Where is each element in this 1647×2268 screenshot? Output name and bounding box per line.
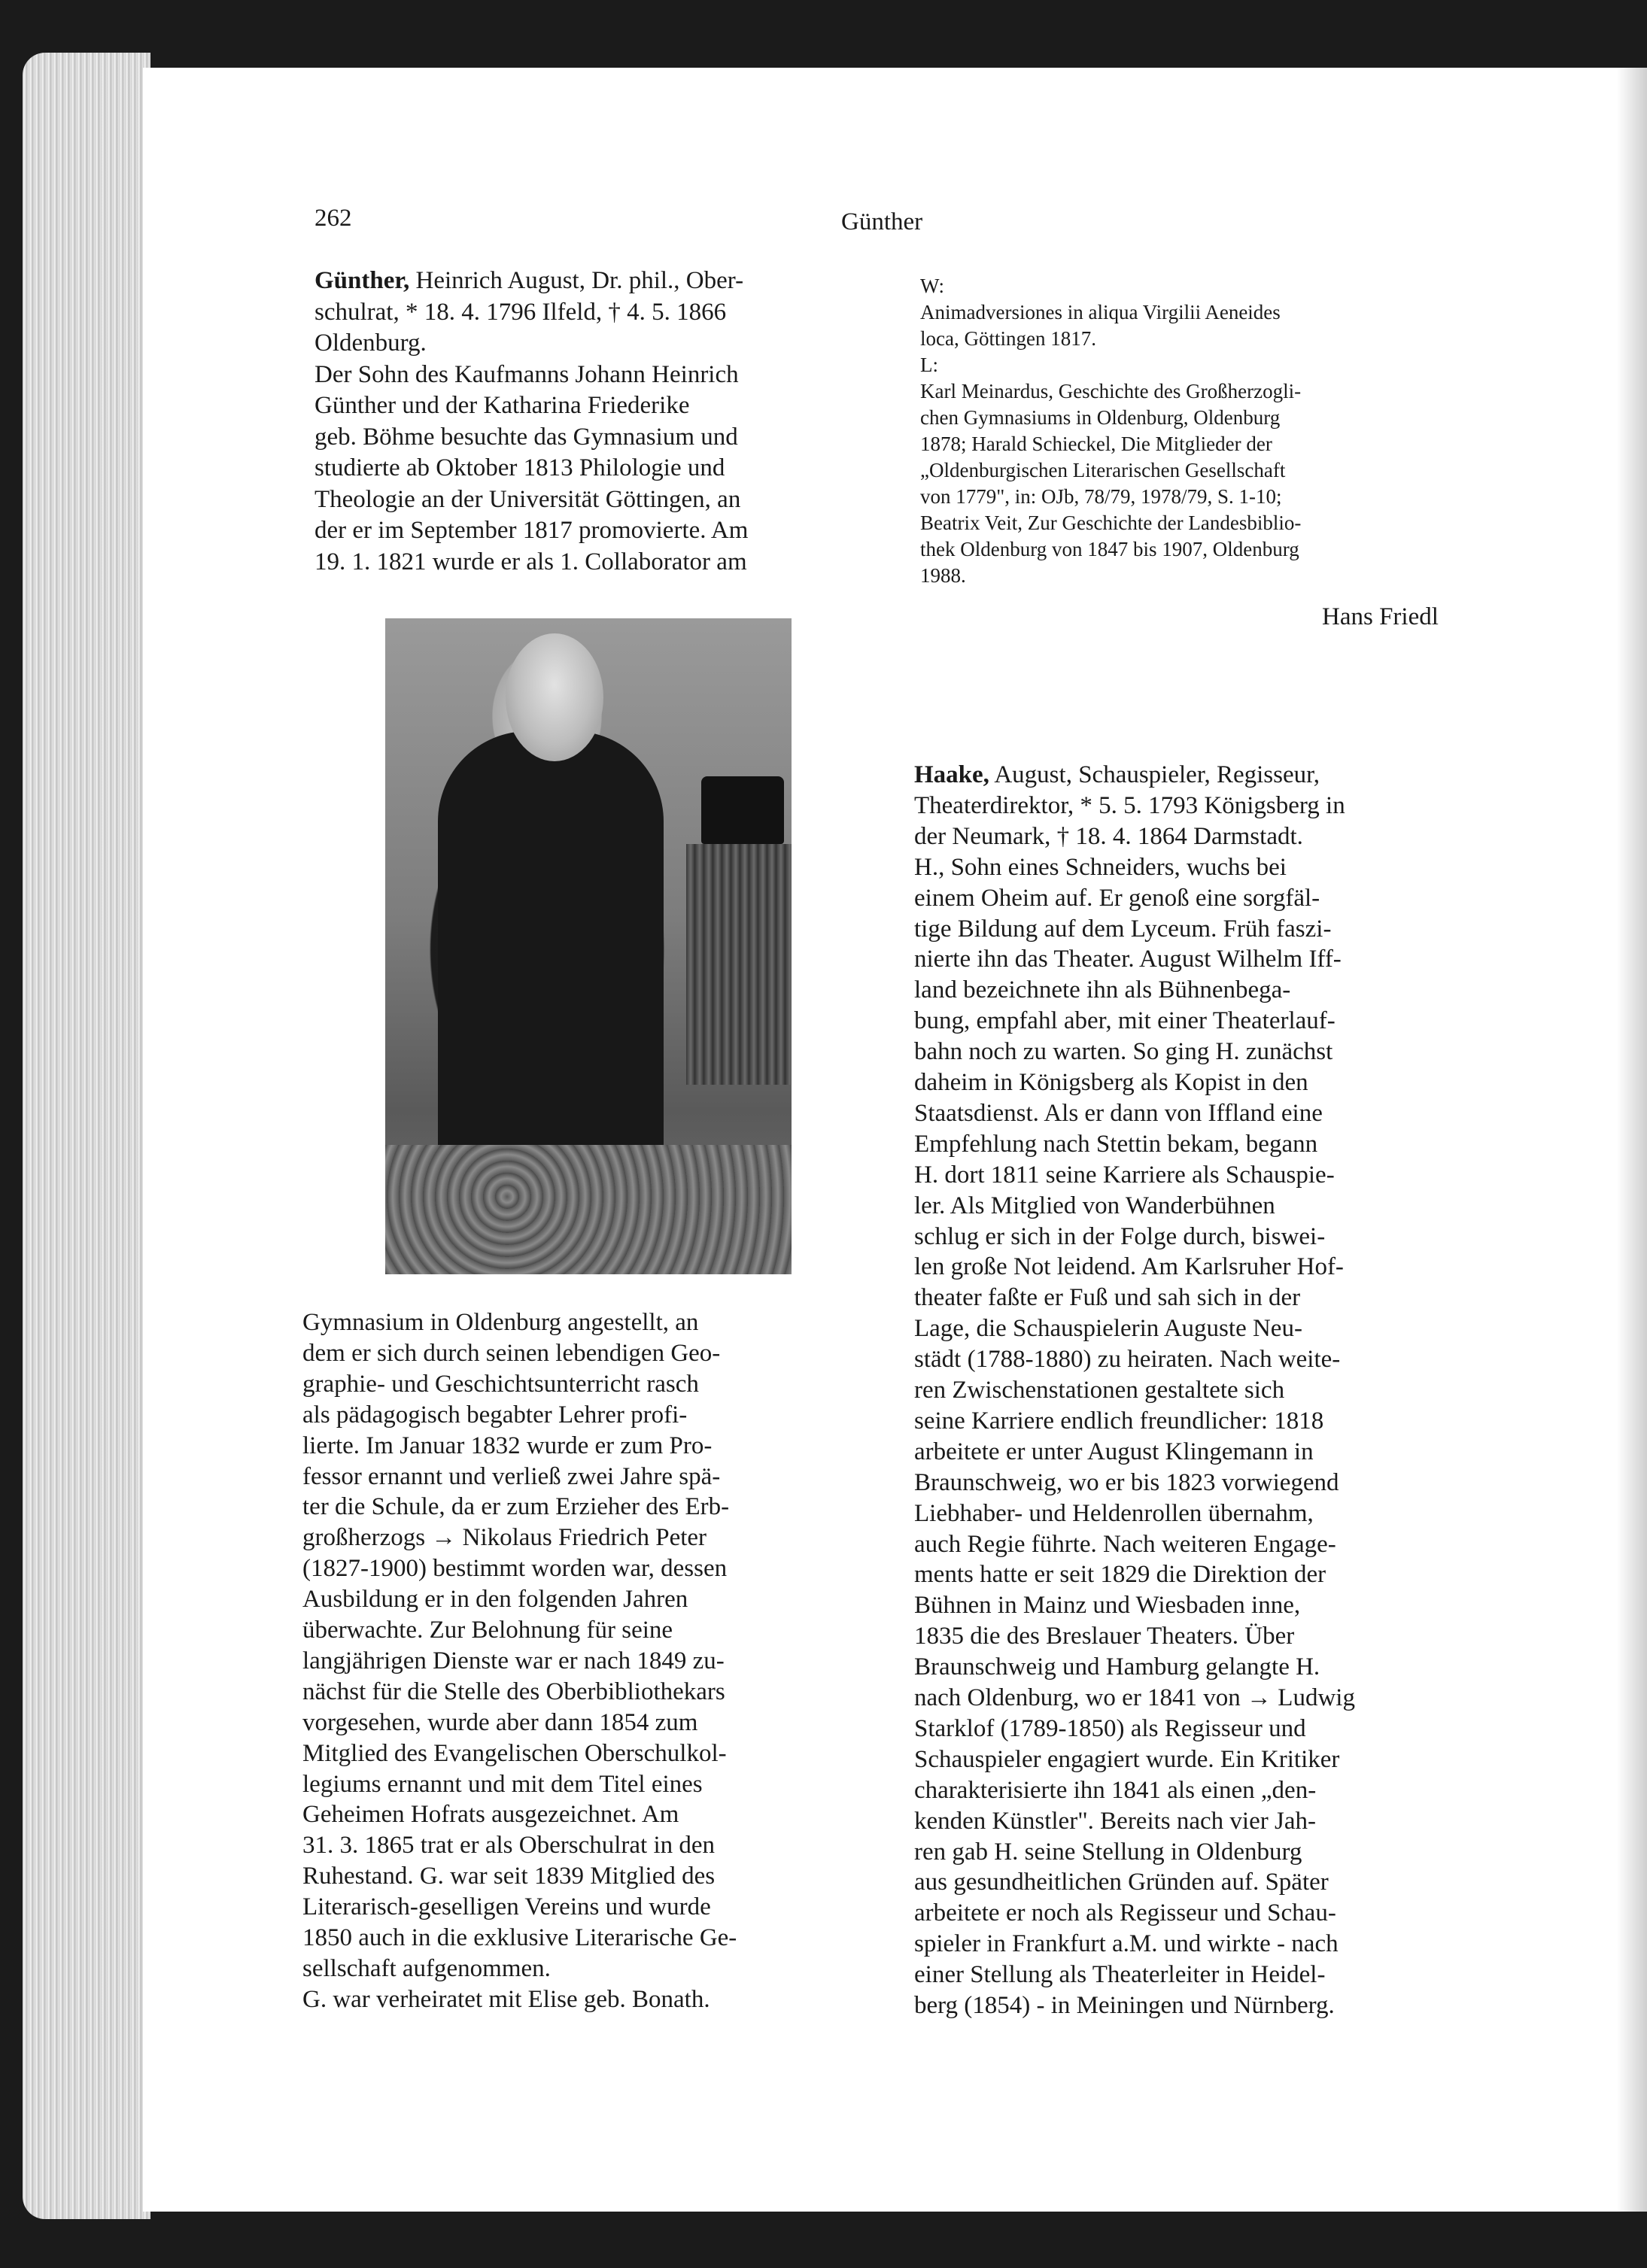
text-line xyxy=(315,267,871,295)
line-text: Liebhaber- und Heldenrollen übernahm, xyxy=(914,1499,1314,1527)
text-line xyxy=(302,1771,874,1799)
text-line xyxy=(914,1346,1486,1374)
text-line xyxy=(920,301,1492,324)
line-text: loca, Göttingen 1817. xyxy=(920,327,1096,350)
text-line xyxy=(914,1069,1486,1097)
text-line xyxy=(914,1192,1486,1220)
line-text: Schauspieler engagiert wurde. Ein Kritiker xyxy=(914,1745,1340,1773)
page-curve xyxy=(1617,68,1647,2212)
text-line xyxy=(302,1309,874,1337)
line-text: arbeitete er unter August Klingemann in xyxy=(914,1438,1314,1465)
running-title: Günther xyxy=(841,208,923,235)
line-text: daheim in Königsberg als Kopist in den xyxy=(914,1069,1308,1096)
text-line xyxy=(302,1617,874,1644)
book-page-edges xyxy=(23,53,150,2219)
photo-table xyxy=(686,844,792,1085)
text-line xyxy=(914,1531,1486,1559)
text-line xyxy=(920,354,1492,377)
line-text: der Neumark, † 18. 4. 1864 Darmstadt. xyxy=(914,822,1303,850)
line-text: dem er sich durch seinen lebendigen Geo- xyxy=(302,1339,721,1367)
line-text: Staatsdienst. Als er dann von Iffland eine xyxy=(914,1099,1323,1127)
text-line xyxy=(302,1340,874,1368)
text-line xyxy=(914,854,1486,882)
line-text: bung, empfahl aber, mit einer Theaterlauf- xyxy=(914,1007,1336,1035)
line-text: charakterisierte ihn 1841 als einen „den- xyxy=(914,1776,1317,1804)
text-line xyxy=(302,1740,874,1768)
line-text: 1835 die des Breslauer Theaters. Über xyxy=(914,1623,1295,1650)
line-text: Gymnasium in Oldenburg angestellt, an xyxy=(302,1309,699,1336)
text-line xyxy=(914,1838,1486,1866)
text-line xyxy=(914,1407,1486,1435)
text-line xyxy=(914,1777,1486,1805)
line-text: Beatrix Veit, Zur Geschichte der Landesbiblio- xyxy=(920,512,1302,534)
line-text: Braunschweig und Hamburg gelangte H. xyxy=(914,1653,1320,1681)
line-text: Empfehlung nach Stettin bekam, begann xyxy=(914,1130,1318,1158)
text-line xyxy=(914,1961,1486,1989)
line-text: legiums ernannt und mit dem Titel eines xyxy=(302,1770,703,1798)
line-text: len große Not leidend. Am Karlsruher Hof- xyxy=(914,1253,1344,1281)
line-text: Der Sohn des Kaufmanns Johann Heinrich xyxy=(315,360,739,388)
text-line xyxy=(914,1253,1486,1281)
text-line xyxy=(302,1493,874,1521)
text-line xyxy=(302,1524,874,1552)
text-line xyxy=(315,392,871,420)
text-line xyxy=(914,1500,1486,1528)
text-line xyxy=(920,538,1492,561)
text-line xyxy=(302,1401,874,1429)
text-line xyxy=(914,946,1486,973)
line-text: nierte ihn das Theater. August Wilhelm Iff- xyxy=(914,946,1342,973)
text-line xyxy=(914,1561,1486,1589)
text-line xyxy=(315,299,871,326)
text-line xyxy=(920,380,1492,403)
line-text: studierte ab Oktober 1813 Philologie und xyxy=(315,454,725,481)
text-line xyxy=(920,564,1492,587)
text-line xyxy=(914,915,1486,943)
entry-name: Günther, xyxy=(315,267,410,294)
text-line xyxy=(315,329,871,357)
text-line xyxy=(315,486,871,514)
text-line xyxy=(302,1893,874,1921)
line-text: bahn noch zu warten. So ging H. zunächst xyxy=(914,1038,1333,1066)
line-text: theater faßte er Fuß und sah sich in der xyxy=(914,1284,1301,1312)
line-text: vorgesehen, wurde aber dann 1854 zum xyxy=(302,1708,698,1736)
text-line xyxy=(914,1992,1486,2020)
text-line xyxy=(914,1223,1486,1251)
text-line xyxy=(302,1463,874,1491)
portrait-photo xyxy=(385,618,792,1274)
text-line xyxy=(315,424,871,451)
text-line xyxy=(914,1038,1486,1066)
text-line xyxy=(914,1131,1486,1158)
line-text: Starklof (1789-1850) als Regisseur und xyxy=(914,1714,1306,1742)
line-text: 1850 auch in die exklusive Literarische Ge- xyxy=(302,1924,737,1951)
line-text: Heinrich August, Dr. phil., Ober- xyxy=(409,267,744,294)
line-text: spieler in Frankfurt a.M. und wirkte - nach xyxy=(914,1930,1339,1958)
text-line xyxy=(302,1955,874,1983)
line-text: Animadversiones in aliqua Virgilii Aeneides xyxy=(920,301,1281,323)
line-text: sellschaft aufgenommen. xyxy=(302,1954,551,1982)
photo-top-hat xyxy=(701,776,784,844)
line-text: großherzogs → Nikolaus Friedrich Peter xyxy=(302,1524,707,1552)
line-text: 19. 1. 1821 wurde er als 1. Collaborator am xyxy=(315,548,747,575)
text-line xyxy=(914,1592,1486,1620)
line-text: ler. Als Mitglied von Wanderbühnen xyxy=(914,1192,1275,1219)
line-text: Karl Meinardus, Geschichte des Großherzogli- xyxy=(920,380,1302,402)
text-line xyxy=(302,1832,874,1860)
text-line xyxy=(914,1869,1486,1896)
line-text: als pädagogisch begabter Lehrer profi- xyxy=(302,1401,688,1429)
text-line xyxy=(302,1647,874,1675)
line-text: graphie- und Geschichtsunterricht rasch xyxy=(302,1370,699,1398)
text-line xyxy=(302,1555,874,1583)
line-text: Theologie an der Universität Göttingen, an xyxy=(315,485,741,513)
line-text: einem Oheim auf. Er genoß eine sorgfäl- xyxy=(914,884,1320,912)
line-text: einer Stellung als Theaterleiter in Heidel- xyxy=(914,1961,1326,1989)
line-text: kenden Künstler". Bereits nach vier Jah- xyxy=(914,1807,1316,1835)
line-text: H. dort 1811 seine Karriere als Schauspie- xyxy=(914,1161,1335,1189)
text-line xyxy=(914,1007,1486,1035)
line-text: städt (1788-1880) zu heiraten. Nach weite- xyxy=(914,1346,1341,1374)
text-line xyxy=(914,823,1486,851)
text-line xyxy=(302,1863,874,1890)
text-line xyxy=(914,1653,1486,1681)
text-line xyxy=(302,1709,874,1737)
line-text: ren gab H. seine Stellung in Oldenburg xyxy=(914,1838,1302,1866)
line-text: Literarisch-geselligen Vereins und wurde xyxy=(302,1893,711,1921)
line-text: 1988. xyxy=(920,564,966,587)
text-line xyxy=(914,792,1486,820)
photo-carpet xyxy=(385,1145,792,1274)
line-text: auch Regie führte. Nach weiteren Engage- xyxy=(914,1530,1336,1558)
line-text: H., Sohn eines Schneiders, wuchs bei xyxy=(914,853,1287,881)
line-text: aus gesundheitlichen Gründen auf. Später xyxy=(914,1869,1329,1896)
line-text: G. war verheiratet mit Elise geb. Bonath. xyxy=(302,1985,710,2013)
line-text: tige Bildung auf dem Lyceum. Früh faszi- xyxy=(914,915,1332,943)
line-text: (1827-1900) bestimmt worden war, dessen xyxy=(302,1555,728,1583)
text-line xyxy=(315,548,871,576)
line-text: land bezeichnete ihn als Bühnenbega- xyxy=(914,976,1291,1004)
text-line xyxy=(914,1469,1486,1497)
line-text: Lage, die Schauspielerin Auguste Neu- xyxy=(914,1315,1302,1343)
page-number: 262 xyxy=(315,205,352,232)
line-text: schlug er sich in der Folge durch, biswei- xyxy=(914,1222,1326,1250)
text-line xyxy=(914,1684,1486,1712)
text-line xyxy=(920,512,1492,535)
line-text: langjährigen Dienste war er nach 1849 zu- xyxy=(302,1647,725,1674)
text-line xyxy=(302,1801,874,1829)
text-line xyxy=(920,459,1492,482)
line-text: ter die Schule, da er zum Erzieher des Erb- xyxy=(302,1493,730,1521)
author-signature: Hans Friedl xyxy=(1322,603,1439,630)
text-line xyxy=(914,885,1486,912)
text-line xyxy=(914,761,1486,789)
line-text: nach Oldenburg, wo er 1841 von → Ludwig xyxy=(914,1684,1355,1711)
text-line xyxy=(914,1315,1486,1343)
line-text: fessor ernannt und verließ zwei Jahre spä- xyxy=(302,1462,721,1490)
text-line xyxy=(302,1371,874,1398)
text-line xyxy=(914,1623,1486,1650)
line-text: schulrat, * 18. 4. 1796 Ilfeld, † 4. 5. 1866 xyxy=(315,298,727,326)
text-line xyxy=(914,1284,1486,1312)
line-text: seine Karriere endlich freundlicher: 1818 xyxy=(914,1407,1324,1435)
line-text: Braunschweig, wo er bis 1823 vorwiegend xyxy=(914,1468,1339,1496)
line-text: 31. 3. 1865 trat er als Oberschulrat in den xyxy=(302,1832,716,1860)
line-text: überwachte. Zur Belohnung für seine xyxy=(302,1617,673,1644)
line-text: Günther und der Katharina Friederike xyxy=(315,392,690,419)
text-line xyxy=(914,1377,1486,1404)
line-text: W: xyxy=(920,275,944,297)
line-text: August, Schauspieler, Regisseur, xyxy=(989,761,1320,788)
text-line xyxy=(914,1100,1486,1128)
line-text: arbeitete er noch als Regisseur und Schau- xyxy=(914,1899,1336,1927)
text-line xyxy=(914,1438,1486,1466)
line-text: chen Gymnasiums in Oldenburg, Oldenburg xyxy=(920,406,1281,429)
line-text: von 1779", in: OJb, 78/79, 1978/79, S. 1-10; xyxy=(920,485,1282,508)
line-text: geb. Böhme besuchte das Gymnasium und xyxy=(315,423,738,451)
text-line xyxy=(302,1586,874,1614)
text-line xyxy=(302,1678,874,1706)
text-line xyxy=(914,1161,1486,1189)
entry-name: Haake, xyxy=(914,761,989,788)
line-text: L: xyxy=(920,354,938,376)
line-text: Ruhestand. G. war seit 1839 Mitglied des xyxy=(302,1863,716,1890)
line-text: berg (1854) - in Meiningen und Nürnberg. xyxy=(914,1992,1335,2019)
line-text: thek Oldenburg von 1847 bis 1907, Oldenburg xyxy=(920,538,1299,560)
text-line xyxy=(914,1930,1486,1958)
text-line xyxy=(914,1899,1486,1927)
photo-head xyxy=(506,633,603,761)
line-text: Geheimen Hofrats ausgezeichnet. Am xyxy=(302,1801,679,1829)
text-line xyxy=(920,327,1492,351)
line-text: 1878; Harald Schieckel, Die Mitglieder der xyxy=(920,433,1272,455)
text-line xyxy=(302,1924,874,1952)
text-line xyxy=(920,275,1492,298)
line-text: lierte. Im Januar 1832 wurde er zum Pro- xyxy=(302,1432,713,1459)
line-text: der er im September 1817 promovierte. Am xyxy=(315,517,749,544)
text-line xyxy=(914,1715,1486,1743)
text-line xyxy=(920,406,1492,430)
line-text: nächst für die Stelle des Oberbibliothekars xyxy=(302,1677,725,1705)
text-line xyxy=(302,1432,874,1460)
text-line xyxy=(914,1746,1486,1774)
text-line xyxy=(914,976,1486,1004)
text-line xyxy=(914,1808,1486,1835)
text-line xyxy=(920,433,1492,456)
line-text: ments hatte er seit 1829 die Direktion der xyxy=(914,1561,1326,1589)
line-text: ren Zwischenstationen gestaltete sich xyxy=(914,1377,1285,1404)
text-line xyxy=(315,517,871,545)
line-text: Oldenburg. xyxy=(315,329,427,357)
line-text: Theaterdirektor, * 5. 5. 1793 Königsberg in xyxy=(914,791,1345,819)
text-line xyxy=(315,361,871,389)
text-line xyxy=(315,454,871,482)
text-line xyxy=(302,1986,874,2014)
text-line xyxy=(920,485,1492,509)
line-text: Mitglied des Evangelischen Oberschulkol- xyxy=(302,1739,727,1767)
line-text: „Oldenburgischen Literarischen Gesellschaft xyxy=(920,459,1286,481)
line-text: Bühnen in Mainz und Wiesbaden inne, xyxy=(914,1592,1301,1620)
line-text: Ausbildung er in den folgenden Jahren xyxy=(302,1586,688,1614)
